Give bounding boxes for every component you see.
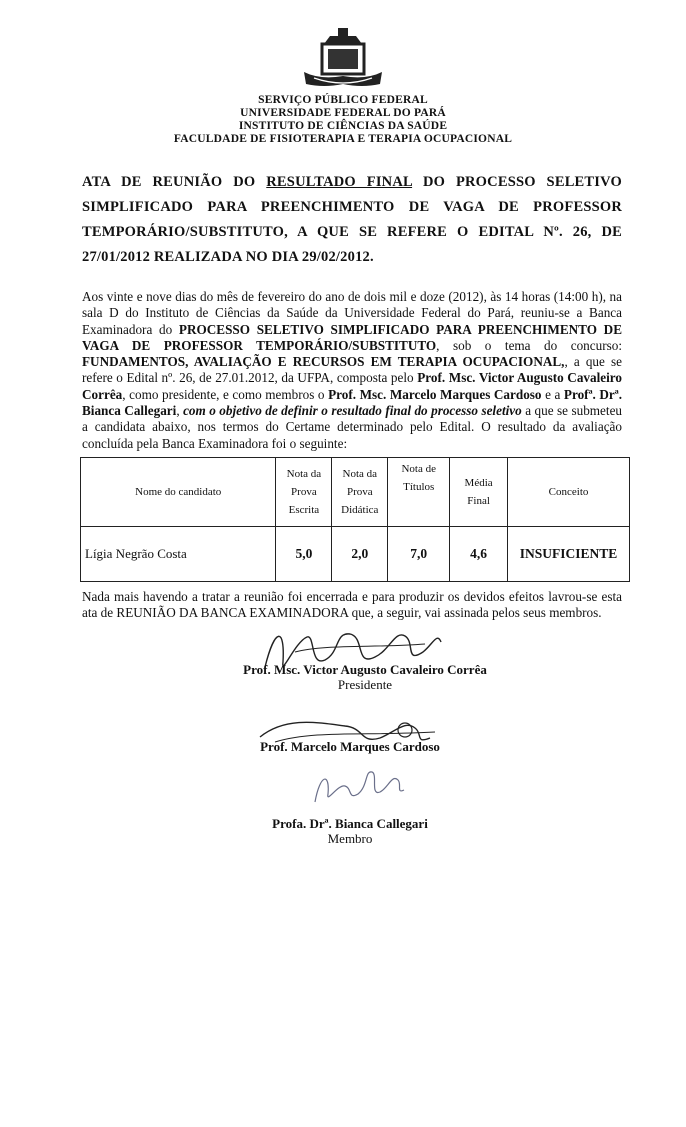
header-written-line-1: Nota da — [286, 468, 322, 480]
member-1-name: Prof. Marcelo Marques Cardoso — [260, 739, 440, 754]
body-paragraph-1 — [82, 289, 622, 452]
p1-g: , como presidente, e como membros o — [122, 386, 325, 402]
p1-h: Prof. Msc. Marcelo Marques Cardoso — [328, 386, 542, 402]
header-titles-line-2: Títulos — [403, 481, 435, 493]
header-didactic-line-1: Nota da — [342, 468, 378, 480]
p1-a: Aos vinte e nove dias do mês de fevereiro do ano de dois mil e doze (2012), às 14 horas (14:00 h), na sala D do Instituto de Ciências da Saúde da Universidade Federal do Pará, reuniu-se a Banca Examinadora do — [82, 289, 622, 337]
results-table — [80, 457, 630, 582]
header-written-line-3: Escrita — [288, 504, 320, 516]
header-average-line-2: Final — [467, 495, 490, 507]
p1-c: , sob o tema do concurso: — [436, 337, 622, 353]
p1-f: Prof. Msc. Victor Augusto Cavaleiro Corrêa — [82, 370, 622, 402]
header-average-line-1: Média — [464, 477, 493, 489]
header-titles-score — [388, 458, 450, 527]
document-title — [82, 170, 622, 270]
p1-j: Profª. Drª. Bianca Callegari — [82, 386, 623, 419]
cell-final-average: 4,6 — [450, 527, 508, 582]
header-didactic-line-2: Prova — [346, 486, 373, 498]
header-didactic-line-3: Didática — [341, 504, 379, 516]
member-2-name: Profa. Drª. Bianca Callegari — [272, 816, 428, 831]
header-line-2: UNIVERSIDADE FEDERAL DO PARÁ — [240, 107, 446, 119]
president-role: Presidente — [337, 677, 393, 692]
university-crest-icon — [300, 26, 386, 92]
p1-b: PROCESSO SELETIVO SIMPLIFICADO PARA PREENCHIMENTO DE VAGA DE PROFESSOR TEMPORÁRIO/SUBSTITUTO — [82, 321, 623, 353]
table-row — [81, 527, 630, 582]
p1-i: e a — [545, 386, 561, 402]
signature-member-2 — [310, 764, 410, 808]
header-concept: Conceito — [508, 458, 630, 527]
title-underlined: RESULTADO FINAL — [266, 174, 413, 190]
header-line-1: SERVIÇO PÚBLICO FEDERAL — [258, 94, 428, 106]
table-header-row — [81, 458, 630, 527]
president-name: Prof. Msc. Victor Augusto Cavaleiro Corrêa — [243, 662, 487, 677]
cell-didactic-score: 2,0 — [332, 527, 388, 582]
header-written-exam — [276, 458, 332, 527]
header-candidate-name: Nome do candidato — [81, 458, 276, 527]
p1-l: com o objetivo de definir o resultado final do processo seletivo — [183, 403, 522, 419]
cell-concept: INSUFICIENTE — [508, 527, 630, 582]
title-part-1: ATA DE REUNIÃO DO — [82, 174, 256, 190]
header-written-line-2: Prova — [291, 486, 317, 498]
body-paragraph-2: Nada mais havendo a tratar a reunião foi encerrada e para produzir os devidos efeitos lavrou-se esta ata de REUNIÃO DA BANCA EXAMINADORA que, a seguir, vai assinada pelos seus membros. — [82, 589, 622, 621]
header-final-average — [450, 458, 508, 527]
p1-m: a que se submeteu a candidata abaixo, nos termos do Certame determinado pelo Edital. O resultado da avaliação concluída pela Banca Examinadora foi o seguinte: — [82, 403, 623, 451]
header-line-3: INSTITUTO DE CIÊNCIAS DA SAÚDE — [238, 120, 448, 132]
title-part-2: DO PROCESSO SELETIVO SIMPLIFICADO PARA PREENCHIMENTO DE VAGA DE PROFESSOR TEMPORÁRIO/SUBSTITUTO, A QUE SE REFERE O EDITAL Nº. 26, DE 27/01/2012 REALIZADA NO DIA 29/02/2012. — [82, 174, 623, 265]
cell-written-score: 5,0 — [276, 527, 332, 582]
header-line-4: FACULDADE DE FISIOTERAPIA E TERAPIA OCUPACIONAL — [173, 133, 513, 145]
cell-titles-score: 7,0 — [388, 527, 450, 582]
cell-candidate-name: Lígia Negrão Costa — [81, 527, 276, 582]
header-titles-line-1: Nota de — [401, 463, 436, 475]
p1-k: , — [176, 403, 180, 419]
p1-e: , a que se refere o Edital nº. 26, de 27.01.2012, da UFPA, composta pelo — [82, 354, 622, 386]
member-2-role: Membro — [327, 831, 373, 846]
header-didactic-exam — [332, 458, 388, 527]
p1-d: FUNDAMENTOS, AVALIAÇÃO E RECURSOS EM TERAPIA OCUPACIONAL, — [82, 354, 565, 370]
